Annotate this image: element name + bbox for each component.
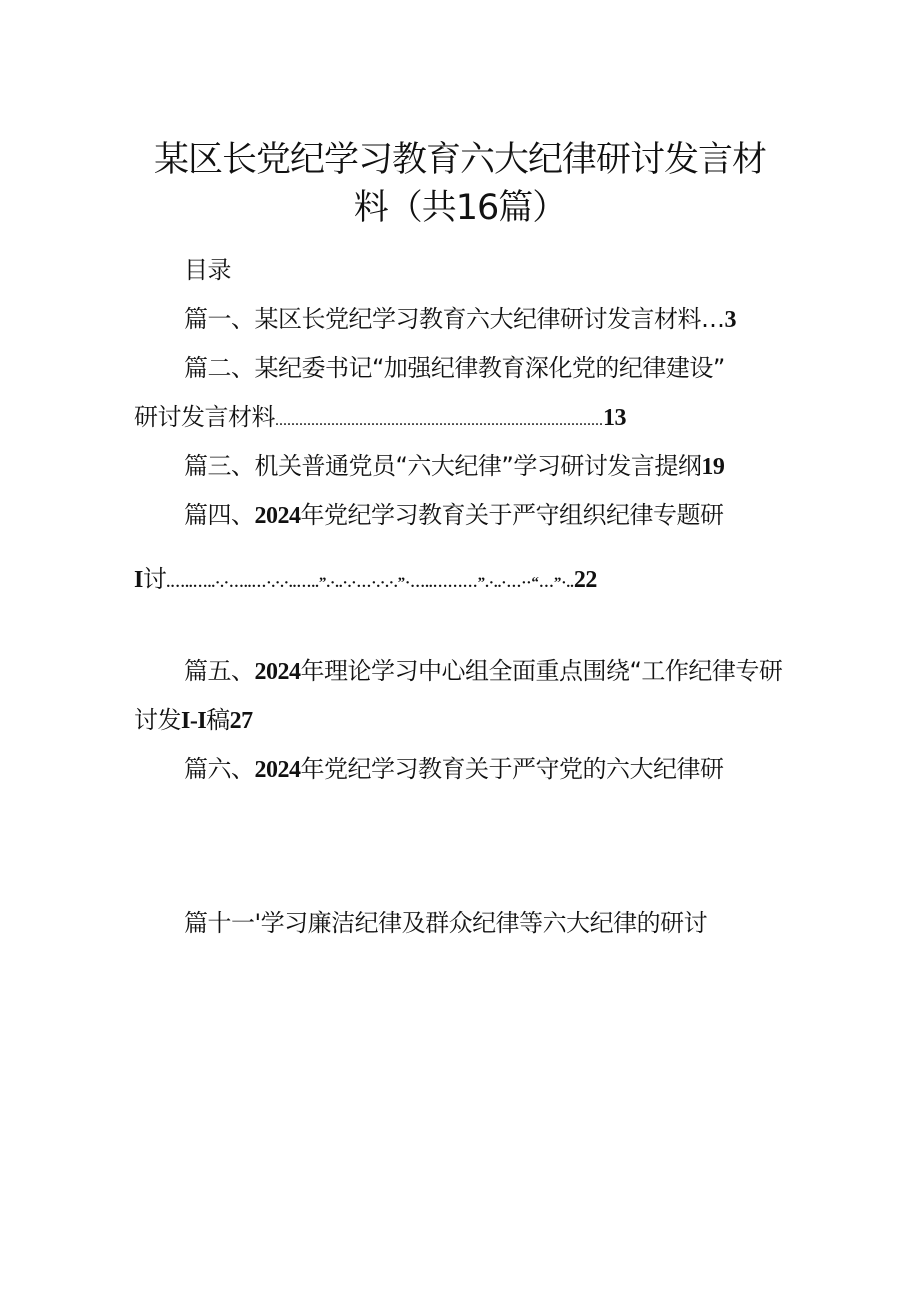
toc-entry-2-line1[interactable]: 篇二、某纪委书记“加强纪律教育深化党的纪律建设” (184, 354, 725, 382)
toc-entry-2-dots: .................................................................................. (275, 412, 603, 429)
toc-heading: 目录 (184, 256, 231, 284)
toc-entry-2-line2[interactable] (134, 402, 626, 436)
toc-entry-4-line2[interactable] (134, 564, 597, 598)
toc-entry-4-line1[interactable] (184, 500, 724, 531)
toc-entry-5-year: 2024 (254, 659, 301, 685)
toc-entry-4-text: 讨 (142, 565, 167, 593)
toc-entry-6[interactable] (184, 754, 724, 785)
toc-entry-4-page: 22 (573, 567, 597, 593)
toc-entry-3-text: 篇三、机关普通党员“六大纪律”学习研讨发言提纲 (184, 452, 702, 480)
toc-entry-5-page: 27 (229, 708, 253, 734)
toc-entry-6-rest: 年党纪学习教育关于严守党的六大纪律研 (300, 755, 724, 783)
toc-entry-5-line1[interactable] (184, 656, 782, 687)
document-title-line1: 某区长党纪学习教育六大纪律研讨发言材 (153, 140, 766, 180)
toc-entry-3[interactable] (184, 451, 724, 482)
toc-entry-1[interactable] (184, 304, 736, 335)
toc-entry-1-text: 篇一、某区长党纪学习教育六大纪律研讨发言材料… (184, 305, 725, 333)
toc-entry-6-year: 2024 (254, 757, 301, 783)
toc-entry-4-dots: .…..…..·.·…..…·.·.·..…..”.·..·.·…·.·.·.”·…..………”.·..·…··“…”·.. (166, 575, 574, 591)
toc-entry-5-text: 讨发 (134, 706, 181, 734)
toc-entry-2-text: 研讨发言材料 (134, 403, 275, 431)
toc-entry-4-prefix: 篇四、 (184, 501, 255, 529)
toc-entry-3-page: 19 (701, 454, 725, 480)
toc-entry-4-year: 2024 (254, 503, 301, 529)
document-title-line2: 料（共16篇） (353, 188, 567, 228)
toc-entry-11[interactable]: 篇十一'学习廉洁纪律及群众纪律等六大纪律的研讨 (184, 909, 708, 937)
toc-entry-5-line2[interactable] (134, 705, 253, 736)
toc-entry-5-mark: I-I (181, 708, 207, 734)
toc-entry-5-rest: 年理论学习中心组全面重点围绕“工作纪律专研 (300, 657, 783, 685)
toc-entry-4-rest: 年党纪学习教育关于严守组织纪律专题研 (300, 501, 724, 529)
toc-entry-1-page: 3 (724, 307, 736, 333)
toc-entry-4-lead: I (134, 567, 143, 593)
toc-entry-5-prefix: 篇五、 (184, 657, 255, 685)
toc-entry-6-prefix: 篇六、 (184, 755, 255, 783)
toc-entry-5-text2: 稿 (206, 706, 230, 734)
toc-entry-2-page: 13 (603, 405, 626, 431)
